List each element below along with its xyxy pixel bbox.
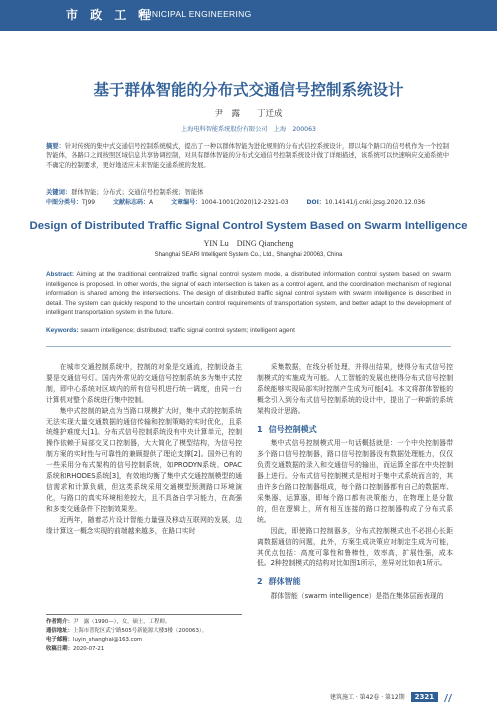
article-metadata	[46, 197, 456, 206]
body-paragraph: 集中式信号控制模式用一句话概括就是：一个中央控制器带多个路口信号控制器，路口信号控制器没有数据处理能力，仅仅负责交通数据的录入和交通信号的输出，而运算全部在中央控制器上进行。分布式信号控制模式是相对于集中式系统而言的，其由许多台路口控制器组成，每个路口控制器都有自己的数据库、采集器、运算器，即每个路口都有决策能力，在物理上是分散的，但在逻辑上，所有相互连接的路口控制器构成了分布式系统。	[257, 439, 453, 524]
section-heading-1	[257, 425, 453, 436]
authors-en: YIN Lu DING Qiancheng	[203, 239, 294, 248]
journal-section-zh: 市 政 工 程	[66, 8, 155, 22]
abstract-en-text: Aiming at the traditional centralized traffic signal control system mode, a distributed information control system based on swarm intelligence is proposed. In other words, the signal of each intersection is taken as a control agent, and the coordination mechanism of regional information is shared among the intersections. The design of distributed traffic signal control system with swarm intelligence is described in detail. The system can quickly respond to the uncertain control requirements of transportation system, and better adapt to the development of intelligent transportation system in the future.	[46, 271, 451, 317]
abstract-en-label: Abstract:	[46, 271, 75, 278]
body-paragraph: 群体智能（swarm intelligence）是指在集体层面表现的	[270, 592, 444, 601]
section-heading-2	[257, 577, 453, 588]
abstract-en	[46, 270, 451, 318]
body-column-left	[46, 362, 242, 537]
section-title: 群体智能	[268, 577, 301, 587]
keywords-en-label: Keywords:	[46, 327, 79, 334]
doc-code-value: A	[149, 199, 154, 206]
article-title-zh: 基于群体智能的分布式交通信号控制系统设计	[93, 81, 404, 99]
section-number: 2	[257, 577, 263, 587]
address: 上海市普陀区武宁路505号新能源大楼3楼（200063）。	[72, 628, 207, 634]
article-number-value: 1004-1001(2020)12-2321-03	[201, 199, 289, 206]
article-number-label: 文章编号：	[171, 199, 202, 206]
journal-header-bar	[0, 0, 497, 31]
author-info-label: 作者简介：	[46, 619, 73, 625]
address-label: 通信地址：	[46, 628, 73, 634]
abstract-zh-text: 针对传统的集中式交通信号控制系统模式，提出了一种以群体智能为进化规则的分布式信控系统设计，即以每个路口的信号机作为一个控制智能体，各路口之间按照区域信息共享协调控制，对具有群体智能的分布式交通信号控制系统设计做了详细描述，该系统可以快速响应交通系统中不确定的控制要求，更好地适应未来智能交通系统的发展。	[46, 143, 449, 169]
author-info: 尹 露（1990—），女，硕士，工程师。	[72, 619, 171, 625]
doi-value: 10.14141/j.cnki.jzsg.2020.12.036	[324, 199, 426, 206]
affiliation-zh: 上海电科智能系统股份有限公司 上海 200063	[181, 126, 316, 133]
keywords-en-text: swarm intelligence; distributed; traffic signal control system; intelligent agent	[80, 327, 295, 334]
abstract-zh	[46, 142, 451, 170]
body-paragraph: 近两年，随着芯片设计智能力量强及移动互联网的发展，边缘计算这一概念实现的前端越来越多，在路口实时	[46, 515, 242, 535]
body-paragraph: 采集数据，在线分析处理，并得出结果，使得分布式信号控制模式的实施成为可能。人工智能的发展也使得分布式信号控制系统能够实现局部实时控制产生成为可能[4]。本文将群体智能的概念引入到分布式信号控制系统的设计中，提出了一种新的系统架构设计思路。	[257, 363, 453, 415]
doi-label: DOI：	[306, 199, 325, 206]
keywords-zh-label: 关键词：	[46, 189, 72, 196]
abstract-zh-label: 摘要：	[46, 143, 65, 150]
clc-label: 中图分类号：	[46, 199, 83, 206]
keywords-zh-text: 群体智能；分布式；交通信号控制系统；智能体	[71, 189, 204, 196]
section-divider	[46, 346, 451, 347]
clc-value: TJ99	[82, 199, 96, 206]
affiliation-en: Shanghai SEARI Intelligent System Co., Ltd., Shanghai 200063, China	[154, 252, 343, 258]
page-footer	[330, 692, 453, 703]
section-title: 信号控制模式	[268, 424, 317, 434]
author-footnote	[46, 614, 242, 654]
email: luyin_shanghai@163.com	[72, 637, 143, 643]
journal-section-en: MUNICIPAL ENGINEERING	[138, 9, 252, 19]
keywords-en	[46, 327, 456, 334]
page-number: 2321	[411, 692, 438, 702]
journal-issue: 建筑施工 · 第42卷 · 第12期	[329, 694, 405, 701]
article-title-en: Design of Distributed Traffic Signal Control System Based on Swarm Intelligence	[29, 220, 468, 232]
keywords-zh	[46, 187, 451, 196]
received-date: 2020-07-21	[72, 646, 105, 652]
body-paragraph: 集中式控制的缺点为当路口规模扩大时，集中式的控制系统无法实现大量交通数据的通信传输和控制策略的实时优化，且系统维护难度大[1]。分布式信号控制系统没有中央计算单元，控制操作依赖于局部交叉口控制器，大大简化了模型结构，为信号控制方案的实时性与可靠性的兼顾提供了理论支撑[2]。国外已有的一些采用分布式架构的信号控制系统，如PRODYN系统、OPAC系统和RHODES系统[3]，有效地均衡了集中式交通控制模型的通信需求和计算负载，但这类系统采用交通模型预测路口环境演化，与路口的真实环境相差较大，且不具备自学习能力，在高强和多变交通条件下控制效果差。	[46, 406, 242, 513]
authors-zh: 尹 露 丁迁成	[214, 109, 283, 119]
received-date-label: 收稿日期：	[46, 646, 73, 652]
body-paragraph: 在城市交通控制系统中，控制的对象是交通流，控制设备主要是交通信号灯。国内外常见的交通信号控制系统多为集中式控制，即中心系统对区域内的所有信号机进行统一调度，由同一台计算机对整个系统进行集中控制。	[46, 363, 242, 404]
body-paragraph: 因此，即使路口控制器多，分布式控制模式也不必担心长距离数据通信的问题，此外，方案生成决策应对制定生成为可能，其优点包括：高度可靠性和鲁棒性，效率高，扩展性强，成本低。2种控制模式的结构对比如图1所示，差异对比如表1所示。	[257, 526, 453, 568]
body-column-right	[257, 362, 453, 602]
journal-logo-icon	[443, 693, 453, 703]
email-label: 电子邮箱：	[46, 637, 73, 643]
section-number: 1	[257, 424, 263, 434]
doc-code-label: 文献标志码：	[113, 199, 150, 206]
